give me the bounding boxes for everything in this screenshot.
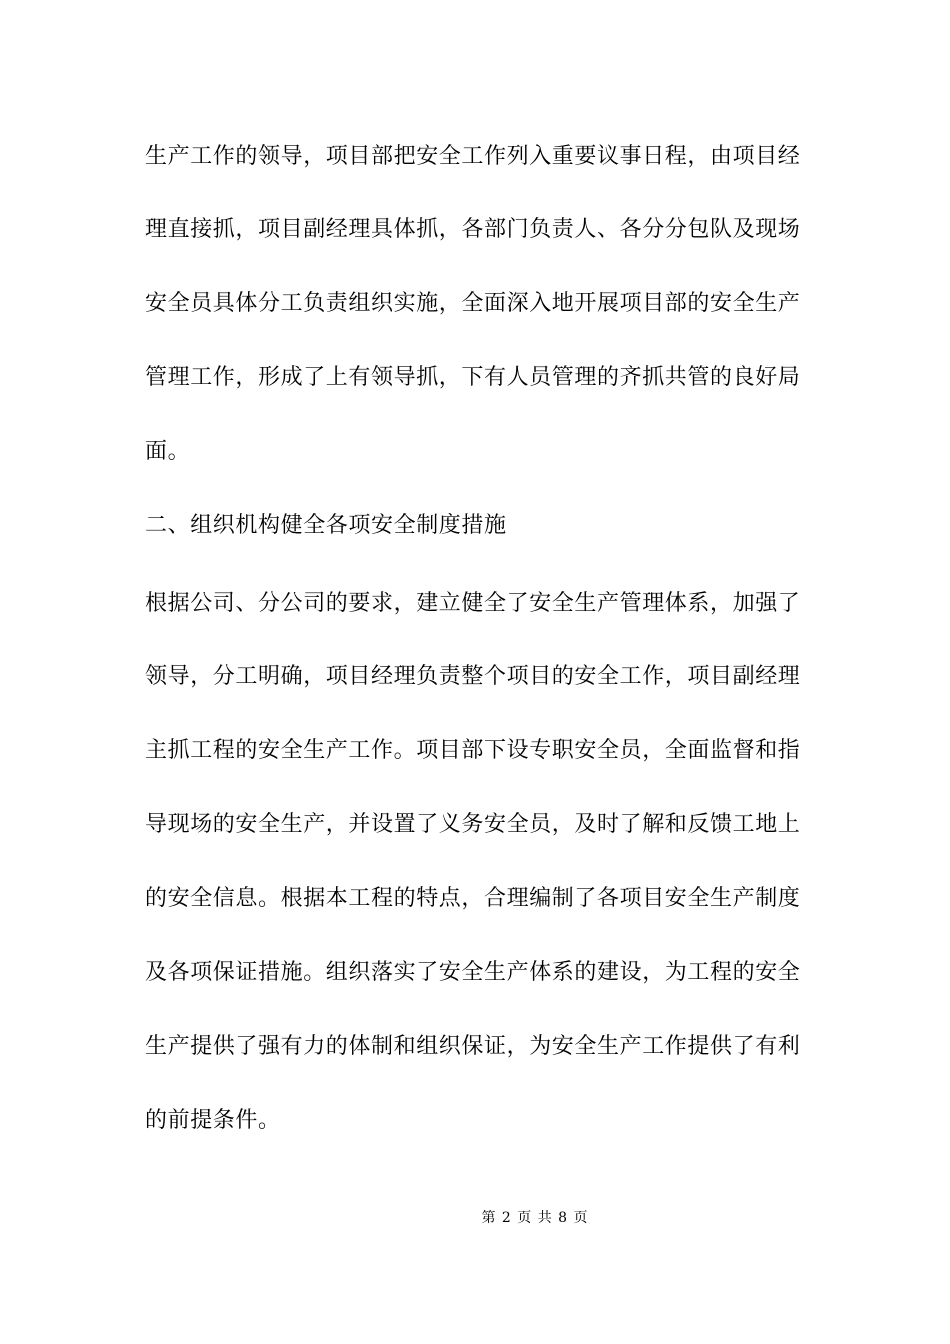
paragraph-line: 管理工作，形成了上有领导抓，下有人员管理的齐抓共管的良好局: [145, 365, 801, 390]
paragraph-line: 理直接抓，项目副经理具体抓，各部门负责人、各分分包队及现场: [145, 217, 801, 242]
paragraph-line: 面。: [145, 439, 191, 464]
paragraph-line: 及各项保证措施。组织落实了安全生产体系的建设，为工程的安全: [145, 960, 801, 985]
section-heading: 二、组织机构健全各项安全制度措施: [145, 513, 507, 538]
paragraph-line: 导现场的安全生产，并设置了义务安全员，及时了解和反馈工地上: [145, 812, 801, 837]
paragraph-line: 生产提供了强有力的体制和组织保证，为安全生产工作提供了有利: [145, 1034, 801, 1059]
paragraph-line: 的前提条件。: [145, 1108, 281, 1133]
paragraph-line: 的安全信息。根据本工程的特点，合理编制了各项目安全生产制度: [145, 886, 801, 911]
paragraph-line: 领导，分工明确，项目经理负责整个项目的安全工作，项目副经理: [145, 664, 801, 689]
paragraph-line: 生产工作的领导，项目部把安全工作列入重要议事日程，由项目经: [145, 144, 801, 169]
paragraph-line: 安全员具体分工负责组织实施，全面深入地开展项目部的安全生产: [145, 291, 801, 316]
page-footer: 第 2 页 共 8 页: [481, 1210, 589, 1226]
paragraph-line: 主抓工程的安全生产工作。项目部下设专职安全员，全面监督和指: [145, 738, 801, 763]
paragraph-line: 根据公司、分公司的要求，建立健全了安全生产管理体系，加强了: [145, 591, 801, 616]
